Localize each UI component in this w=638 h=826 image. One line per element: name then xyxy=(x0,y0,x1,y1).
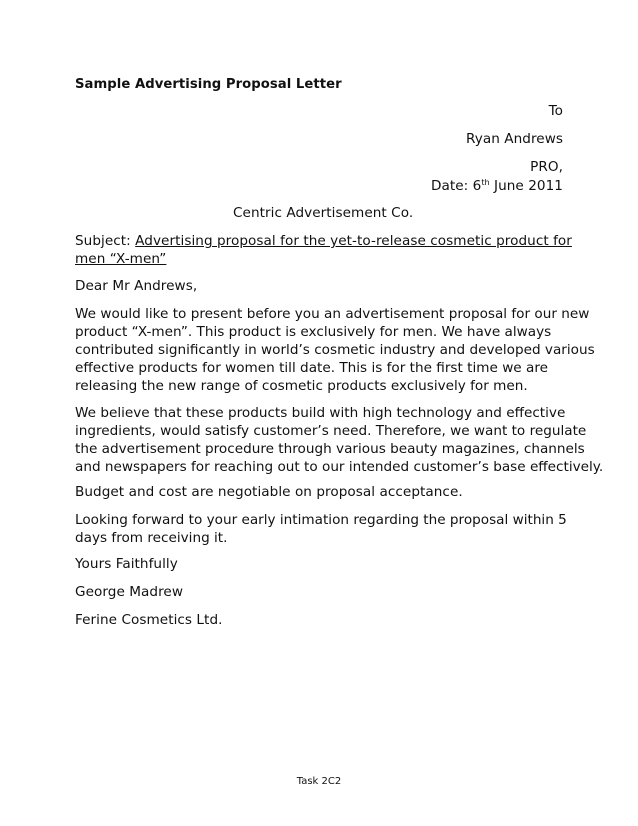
paragraph-2 xyxy=(75,404,604,476)
paragraph-1-line: releasing the new range of cosmetic products exclusively for men. xyxy=(75,378,528,394)
paragraph-4 xyxy=(75,511,575,547)
salutation: Dear Mr Andrews, xyxy=(75,278,198,294)
paragraph-2-line: the advertisement procedure through various beauty magazines, channels xyxy=(75,441,585,457)
paragraph-3: Budget and cost are negotiable on proposal acceptance. xyxy=(75,484,463,500)
date-suffix: June 2011 xyxy=(489,178,563,194)
subject-line-1 xyxy=(75,233,572,249)
sender-name: George Madrew xyxy=(75,584,183,600)
document-title: Sample Advertising Proposal Letter xyxy=(75,77,342,92)
to-label: To xyxy=(548,103,563,119)
sender-company: Ferine Cosmetics Ltd. xyxy=(75,612,223,628)
paragraph-1-line: We would like to present before you an advertisement proposal for our new xyxy=(75,306,590,322)
paragraph-1-line: contributed significantly in world’s cosmetic industry and developed various xyxy=(75,342,595,358)
paragraph-1 xyxy=(75,305,595,395)
closing: Yours Faithfully xyxy=(75,556,178,572)
subject-label: Subject: xyxy=(75,233,136,249)
letter-date xyxy=(431,178,563,194)
subject-text: Advertising proposal for the yet-to-release cosmetic product for xyxy=(135,233,572,249)
date-prefix: Date: 6 xyxy=(430,178,482,194)
paragraph-4-line: days from receiving it. xyxy=(75,530,228,546)
paragraph-1-line: product “X-men”. This product is exclusively for men. We have always xyxy=(75,324,552,340)
date-superscript: th xyxy=(481,178,490,187)
page-footer: Task 2C2 xyxy=(296,776,342,787)
paragraph-2-line: and newspapers for reaching out to our intended customer’s base effectively. xyxy=(75,459,604,475)
paragraph-4-line: Looking forward to your early intimation regarding the proposal within 5 xyxy=(75,512,567,528)
recipient-role: PRO, xyxy=(530,159,563,175)
recipient-name: Ryan Andrews xyxy=(465,131,563,147)
paragraph-2-line: We believe that these products build with high technology and effective xyxy=(75,405,566,421)
subject-line-2: men “X-men” xyxy=(75,251,167,267)
paragraph-1-line: effective products for women till date. This is for the first time we are xyxy=(75,360,548,376)
paragraph-2-line: ingredients, would satisfy customer’s need. Therefore, we want to regulate xyxy=(75,423,587,439)
company-name: Centric Advertisement Co. xyxy=(233,205,414,221)
